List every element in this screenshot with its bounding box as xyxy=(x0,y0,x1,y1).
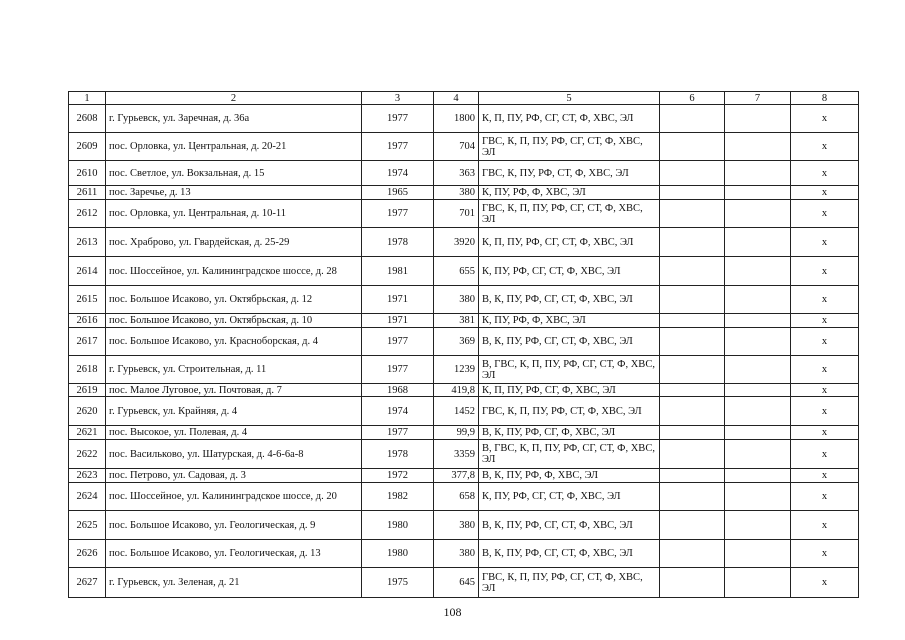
area-cell: 380 xyxy=(434,540,479,568)
year-cell: 1975 xyxy=(362,568,434,598)
year-cell: 1965 xyxy=(362,186,434,200)
address-cell: пос. Храброво, ул. Гвардейская, д. 25-29 xyxy=(106,228,362,257)
year-cell: 1978 xyxy=(362,228,434,257)
col8-cell: х xyxy=(791,200,859,228)
table-row xyxy=(69,228,859,257)
col8-cell: х xyxy=(791,356,859,384)
year-cell: 1977 xyxy=(362,426,434,440)
works-cell: В, К, ПУ, РФ, СГ, Ф, ХВС, ЭЛ xyxy=(479,426,660,440)
col8-cell: х xyxy=(791,483,859,511)
col8-cell: х xyxy=(791,440,859,469)
col7-cell xyxy=(725,161,791,186)
col8-cell: х xyxy=(791,568,859,598)
header-col-8: 8 xyxy=(791,92,859,105)
year-cell: 1980 xyxy=(362,511,434,540)
col6-cell xyxy=(660,133,725,161)
row-number: 2608 xyxy=(69,105,106,133)
col7-cell xyxy=(725,257,791,286)
address-cell: пос. Малое Луговое, ул. Почтовая, д. 7 xyxy=(106,384,362,397)
row-number: 2620 xyxy=(69,397,106,426)
col7-cell xyxy=(725,105,791,133)
col8-cell: х xyxy=(791,540,859,568)
col7-cell xyxy=(725,483,791,511)
address-cell: г. Гурьевск, ул. Зеленая, д. 21 xyxy=(106,568,362,598)
col8-cell: х xyxy=(791,426,859,440)
table-header xyxy=(69,92,859,105)
row-number: 2615 xyxy=(69,286,106,314)
col6-cell xyxy=(660,200,725,228)
table-row xyxy=(69,540,859,568)
area-cell: 369 xyxy=(434,328,479,356)
row-number: 2612 xyxy=(69,200,106,228)
works-cell: К, ПУ, РФ, СГ, СТ, Ф, ХВС, ЭЛ xyxy=(479,483,660,511)
area-cell: 3359 xyxy=(434,440,479,469)
col8-cell: х xyxy=(791,161,859,186)
table-row xyxy=(69,568,859,598)
table-row xyxy=(69,440,859,469)
area-cell: 363 xyxy=(434,161,479,186)
row-number: 2614 xyxy=(69,257,106,286)
address-cell: г. Гурьевск, ул. Крайняя, д. 4 xyxy=(106,397,362,426)
col6-cell xyxy=(660,568,725,598)
address-cell: г. Гурьевск, ул. Заречная, д. 36а xyxy=(106,105,362,133)
registry-table xyxy=(68,91,859,598)
col6-cell xyxy=(660,257,725,286)
row-number: 2617 xyxy=(69,328,106,356)
col8-cell: х xyxy=(791,511,859,540)
table-row xyxy=(69,426,859,440)
page-number: 108 xyxy=(443,605,462,619)
row-number: 2611 xyxy=(69,186,106,200)
row-number: 2623 xyxy=(69,469,106,483)
col7-cell xyxy=(725,397,791,426)
area-cell: 1800 xyxy=(434,105,479,133)
year-cell: 1982 xyxy=(362,483,434,511)
table-row xyxy=(69,286,859,314)
address-cell: пос. Большое Исаково, ул. Красноборская, д. 4 xyxy=(106,328,362,356)
col7-cell xyxy=(725,356,791,384)
table-row xyxy=(69,328,859,356)
table-row xyxy=(69,314,859,328)
works-cell: ГВС, К, П, ПУ, РФ, СГ, СТ, Ф, ХВС, ЭЛ xyxy=(479,200,660,228)
col7-cell xyxy=(725,511,791,540)
col6-cell xyxy=(660,540,725,568)
col8-cell: х xyxy=(791,228,859,257)
col8-cell: х xyxy=(791,257,859,286)
works-cell: К, ПУ, РФ, Ф, ХВС, ЭЛ xyxy=(479,186,660,200)
col8-cell: х xyxy=(791,286,859,314)
works-cell: К, П, ПУ, РФ, СГ, СТ, Ф, ХВС, ЭЛ xyxy=(479,228,660,257)
table-row xyxy=(69,384,859,397)
col8-cell: х xyxy=(791,314,859,328)
address-cell: пос. Петрово, ул. Садовая, д. 3 xyxy=(106,469,362,483)
year-cell: 1977 xyxy=(362,200,434,228)
works-cell: ГВС, К, П, ПУ, РФ, СТ, Ф, ХВС, ЭЛ xyxy=(479,397,660,426)
col6-cell xyxy=(660,469,725,483)
table-row xyxy=(69,200,859,228)
works-cell: ГВС, К, П, ПУ, РФ, СГ, СТ, Ф, ХВС, ЭЛ xyxy=(479,568,660,598)
col6-cell xyxy=(660,483,725,511)
table-row xyxy=(69,511,859,540)
col7-cell xyxy=(725,200,791,228)
area-cell: 701 xyxy=(434,200,479,228)
address-cell: пос. Шоссейное, ул. Калининградское шоссе, д. 28 xyxy=(106,257,362,286)
header-row xyxy=(69,92,859,105)
address-cell: пос. Орловка, ул. Центральная, д. 10-11 xyxy=(106,200,362,228)
area-cell: 419,8 xyxy=(434,384,479,397)
row-number: 2621 xyxy=(69,426,106,440)
row-number: 2627 xyxy=(69,568,106,598)
area-cell: 380 xyxy=(434,186,479,200)
col8-cell: х xyxy=(791,105,859,133)
area-cell: 1239 xyxy=(434,356,479,384)
works-cell: В, К, ПУ, РФ, СГ, СТ, Ф, ХВС, ЭЛ xyxy=(479,286,660,314)
table-body xyxy=(69,105,859,598)
address-cell: пос. Большое Исаково, ул. Геологическая, д. 13 xyxy=(106,540,362,568)
address-cell: пос. Большое Исаково, ул. Октябрьская, д. 12 xyxy=(106,286,362,314)
col7-cell xyxy=(725,228,791,257)
area-cell: 380 xyxy=(434,286,479,314)
area-cell: 377,8 xyxy=(434,469,479,483)
table-row xyxy=(69,105,859,133)
area-cell: 381 xyxy=(434,314,479,328)
col8-cell: х xyxy=(791,186,859,200)
col6-cell xyxy=(660,426,725,440)
address-cell: пос. Васильково, ул. Шатурская, д. 4-6-6а-8 xyxy=(106,440,362,469)
row-number: 2619 xyxy=(69,384,106,397)
col8-cell: х xyxy=(791,384,859,397)
table-row xyxy=(69,161,859,186)
year-cell: 1968 xyxy=(362,384,434,397)
col6-cell xyxy=(660,440,725,469)
address-cell: пос. Светлое, ул. Вокзальная, д. 15 xyxy=(106,161,362,186)
works-cell: К, ПУ, РФ, СГ, СТ, Ф, ХВС, ЭЛ xyxy=(479,257,660,286)
row-number: 2618 xyxy=(69,356,106,384)
col7-cell xyxy=(725,186,791,200)
header-col-6: 6 xyxy=(660,92,725,105)
address-cell: пос. Большое Исаково, ул. Геологическая, д. 9 xyxy=(106,511,362,540)
works-cell: В, К, ПУ, РФ, Ф, ХВС, ЭЛ xyxy=(479,469,660,483)
row-number: 2609 xyxy=(69,133,106,161)
year-cell: 1971 xyxy=(362,314,434,328)
row-number: 2624 xyxy=(69,483,106,511)
works-cell: В, К, ПУ, РФ, СГ, СТ, Ф, ХВС, ЭЛ xyxy=(479,511,660,540)
works-cell: В, К, ПУ, РФ, СГ, СТ, Ф, ХВС, ЭЛ xyxy=(479,540,660,568)
works-cell: ГВС, К, ПУ, РФ, СТ, Ф, ХВС, ЭЛ xyxy=(479,161,660,186)
row-number: 2610 xyxy=(69,161,106,186)
table-row xyxy=(69,397,859,426)
table-row xyxy=(69,469,859,483)
col6-cell xyxy=(660,314,725,328)
table-row xyxy=(69,356,859,384)
table-row xyxy=(69,133,859,161)
header-col-5: 5 xyxy=(479,92,660,105)
col6-cell xyxy=(660,356,725,384)
year-cell: 1981 xyxy=(362,257,434,286)
col6-cell xyxy=(660,161,725,186)
header-col-3: 3 xyxy=(362,92,434,105)
works-cell: В, К, ПУ, РФ, СГ, СТ, Ф, ХВС, ЭЛ xyxy=(479,328,660,356)
year-cell: 1977 xyxy=(362,356,434,384)
col7-cell xyxy=(725,384,791,397)
area-cell: 658 xyxy=(434,483,479,511)
row-number: 2626 xyxy=(69,540,106,568)
row-number: 2613 xyxy=(69,228,106,257)
col7-cell xyxy=(725,540,791,568)
col8-cell: х xyxy=(791,469,859,483)
area-cell: 1452 xyxy=(434,397,479,426)
area-cell: 99,9 xyxy=(434,426,479,440)
header-col-4: 4 xyxy=(434,92,479,105)
col6-cell xyxy=(660,328,725,356)
table-row xyxy=(69,483,859,511)
header-col-1: 1 xyxy=(69,92,106,105)
area-cell: 3920 xyxy=(434,228,479,257)
year-cell: 1977 xyxy=(362,328,434,356)
address-cell: пос. Высокое, ул. Полевая, д. 4 xyxy=(106,426,362,440)
address-cell: пос. Заречье, д. 13 xyxy=(106,186,362,200)
works-cell: К, П, ПУ, РФ, СГ, Ф, ХВС, ЭЛ xyxy=(479,384,660,397)
col7-cell xyxy=(725,328,791,356)
col6-cell xyxy=(660,511,725,540)
area-cell: 655 xyxy=(434,257,479,286)
year-cell: 1977 xyxy=(362,133,434,161)
year-cell: 1978 xyxy=(362,440,434,469)
col6-cell xyxy=(660,286,725,314)
table-row xyxy=(69,257,859,286)
works-cell: К, П, ПУ, РФ, СГ, СТ, Ф, ХВС, ЭЛ xyxy=(479,105,660,133)
col7-cell xyxy=(725,469,791,483)
col7-cell xyxy=(725,440,791,469)
col6-cell xyxy=(660,384,725,397)
year-cell: 1980 xyxy=(362,540,434,568)
row-number: 2625 xyxy=(69,511,106,540)
works-cell: К, ПУ, РФ, Ф, ХВС, ЭЛ xyxy=(479,314,660,328)
area-cell: 380 xyxy=(434,511,479,540)
header-col-2: 2 xyxy=(106,92,362,105)
year-cell: 1974 xyxy=(362,161,434,186)
col6-cell xyxy=(660,105,725,133)
year-cell: 1972 xyxy=(362,469,434,483)
works-cell: В, ГВС, К, П, ПУ, РФ, СГ, СТ, Ф, ХВС, ЭЛ xyxy=(479,356,660,384)
row-number: 2622 xyxy=(69,440,106,469)
col6-cell xyxy=(660,397,725,426)
row-number: 2616 xyxy=(69,314,106,328)
header-col-7: 7 xyxy=(725,92,791,105)
area-cell: 704 xyxy=(434,133,479,161)
col7-cell xyxy=(725,133,791,161)
col8-cell: х xyxy=(791,397,859,426)
col8-cell: х xyxy=(791,328,859,356)
col8-cell: х xyxy=(791,133,859,161)
col7-cell xyxy=(725,426,791,440)
works-cell: В, ГВС, К, П, ПУ, РФ, СГ, СТ, Ф, ХВС, ЭЛ xyxy=(479,440,660,469)
table-row xyxy=(69,186,859,200)
works-cell: ГВС, К, П, ПУ, РФ, СГ, СТ, Ф, ХВС, ЭЛ xyxy=(479,133,660,161)
address-cell: пос. Шоссейное, ул. Калининградское шоссе, д. 20 xyxy=(106,483,362,511)
col7-cell xyxy=(725,314,791,328)
year-cell: 1977 xyxy=(362,105,434,133)
address-cell: пос. Большое Исаково, ул. Октябрьская, д. 10 xyxy=(106,314,362,328)
year-cell: 1974 xyxy=(362,397,434,426)
address-cell: г. Гурьевск, ул. Строительная, д. 11 xyxy=(106,356,362,384)
col7-cell xyxy=(725,568,791,598)
address-cell: пос. Орловка, ул. Центральная, д. 20-21 xyxy=(106,133,362,161)
col6-cell xyxy=(660,228,725,257)
col6-cell xyxy=(660,186,725,200)
area-cell: 645 xyxy=(434,568,479,598)
col7-cell xyxy=(725,286,791,314)
year-cell: 1971 xyxy=(362,286,434,314)
